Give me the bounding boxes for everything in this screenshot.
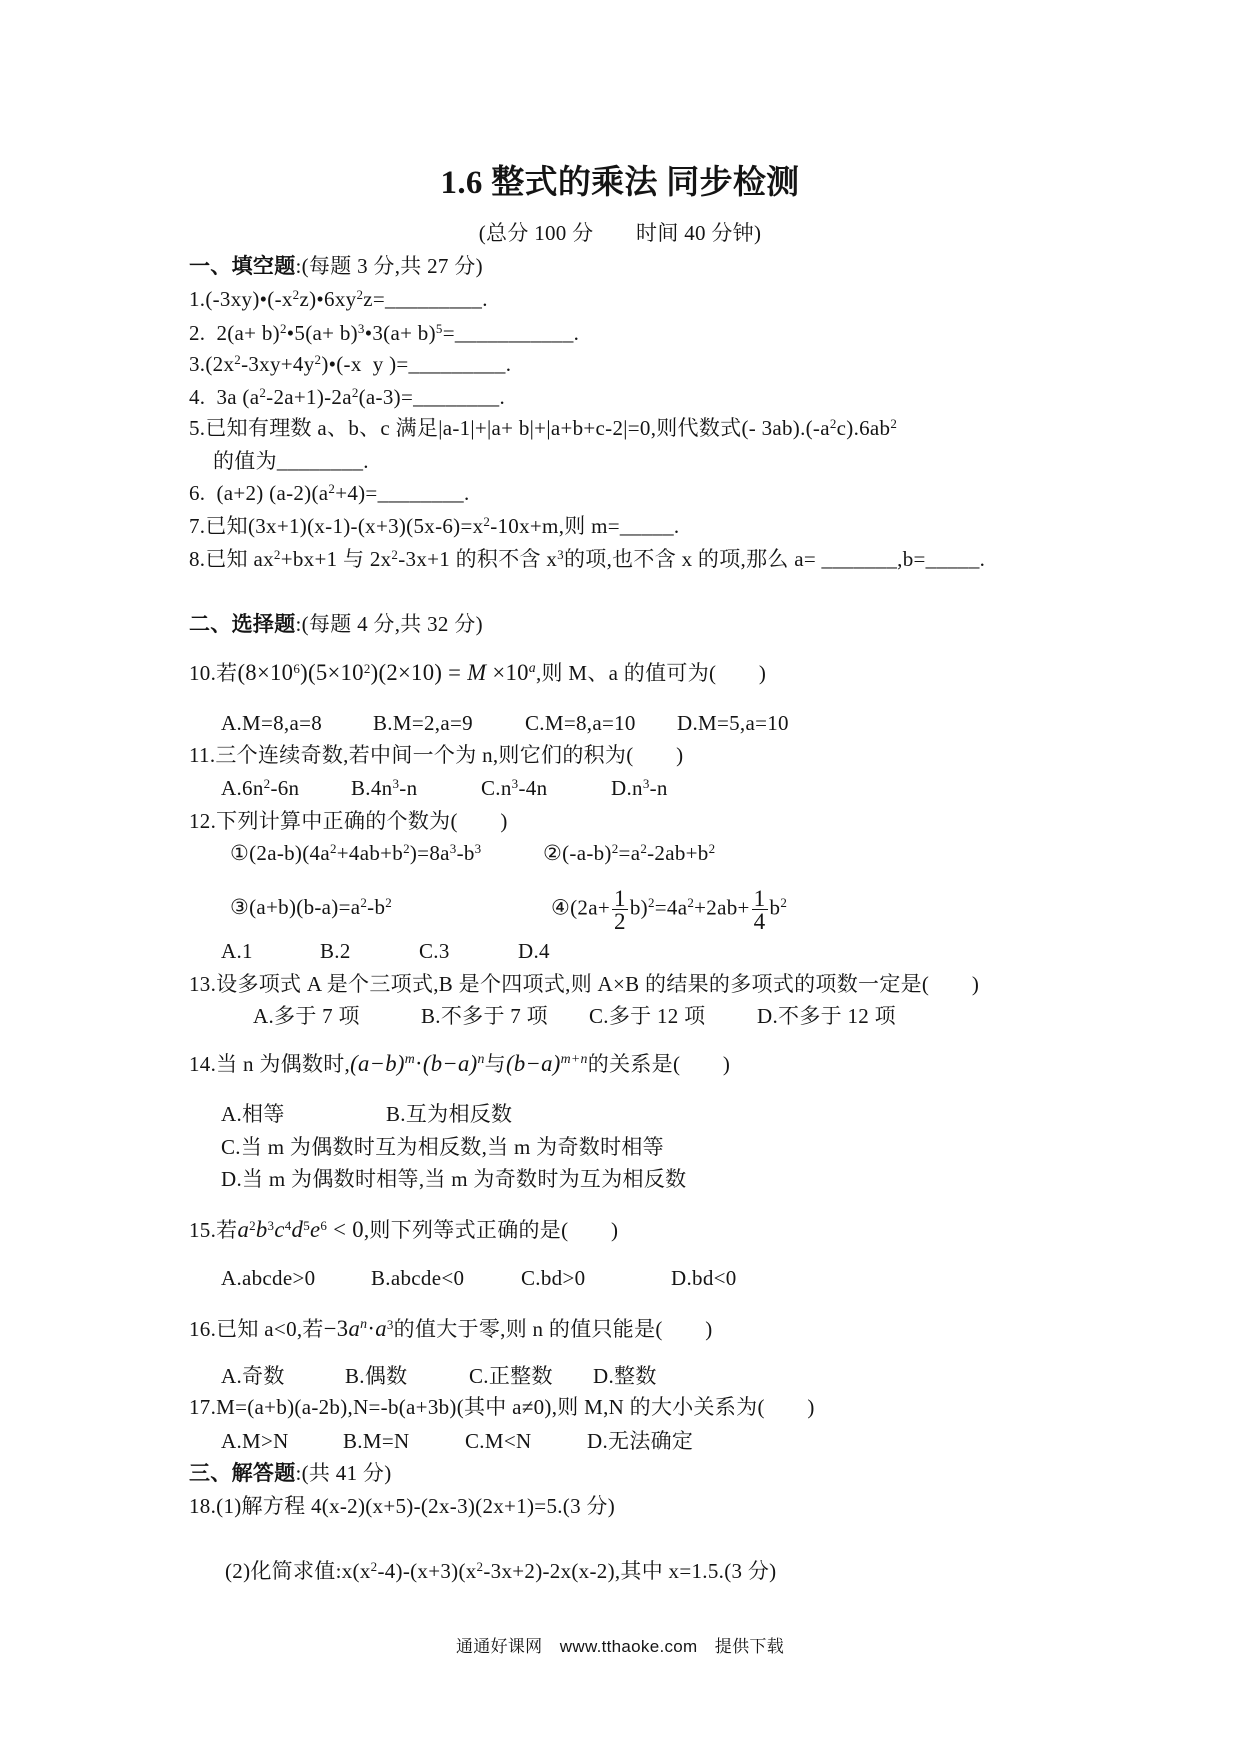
question-13-options <box>253 1003 925 1029</box>
text-run: -6n <box>270 776 300 800</box>
question-10-options <box>221 710 829 736</box>
text-run: ④(2a+ <box>551 895 610 920</box>
math-variable: a <box>237 1217 250 1242</box>
page-footer: 通通好课网 www.tthaoke.com 提供下载 <box>455 1637 785 1656</box>
question-1 <box>189 286 488 315</box>
option-3 <box>521 1265 671 1291</box>
text-run: B.2 <box>320 939 351 963</box>
text-run: 12.下列计算中正确的个数为( ) <box>189 809 508 833</box>
superscript: n <box>477 1051 485 1067</box>
superscript: 5 <box>435 320 443 336</box>
text-run: A.多于 7 项 <box>253 1004 360 1028</box>
math-variable: M <box>467 660 487 685</box>
superscript: 2 <box>328 480 336 496</box>
question-14-options-row-1 <box>221 1101 512 1127</box>
text-run: +4ab+b <box>336 841 404 865</box>
math-expression: ×10 <box>486 660 529 685</box>
question-18-part-1 <box>189 1493 615 1519</box>
math-variable: (a−b) <box>350 1051 405 1076</box>
option-4 <box>611 775 741 804</box>
option-2 <box>345 1363 469 1389</box>
option-1 <box>221 1265 371 1291</box>
superscript: 2 <box>249 1217 256 1233</box>
option-3 <box>469 1363 593 1389</box>
superscript: 4 <box>284 1217 292 1233</box>
text-run: B.abcde<0 <box>371 1266 465 1290</box>
option-1 <box>221 775 351 804</box>
question-11-options <box>221 775 741 804</box>
option-1 <box>253 1003 421 1029</box>
text-run: 4. 3a (a <box>189 385 260 409</box>
text-run: -2a+1)-2a <box>266 385 352 409</box>
option-2 <box>351 775 481 804</box>
math-variable: d <box>291 1217 304 1242</box>
option-3 <box>481 775 611 804</box>
text-run: -3x+1 的积不含 x <box>398 547 558 571</box>
option-3 <box>419 938 518 964</box>
text-run: (a-3)=________. <box>358 385 506 409</box>
option-2 <box>320 938 419 964</box>
text-run: 6. (a+2) (a-2)(a <box>189 481 329 505</box>
text-run: D.bd<0 <box>671 1266 737 1290</box>
superscript: 2 <box>483 513 491 529</box>
text-run: =4a <box>654 895 688 920</box>
text-run: -2ab+b <box>647 841 709 865</box>
question-6 <box>189 480 470 509</box>
superscript: 2 <box>611 840 619 856</box>
question-15 <box>189 1217 618 1246</box>
section-title: 一、填空题 <box>189 254 296 278</box>
text-run: A.abcde>0 <box>221 1266 316 1290</box>
superscript: 2 <box>640 840 648 856</box>
text-run: B.互为相反数 <box>386 1102 513 1126</box>
section-heading-fill-blank <box>189 253 483 279</box>
fraction-numerator: 1 <box>613 885 626 911</box>
text-run: c).6ab <box>836 416 891 440</box>
page-subtitle: (总分 100 分 时间 40 分钟) <box>478 221 762 245</box>
superscript: 2 <box>279 320 287 336</box>
text-run: -b <box>367 895 386 920</box>
option-4 <box>593 1363 717 1389</box>
text-run: 5.已知有理数 a、b、c 满足|a-1|+|a+ b|+|a+b+c-2|=0,则代数式(- 3ab).(-a <box>189 416 830 440</box>
text-run: B.偶数 <box>345 1364 408 1388</box>
option-4 <box>518 938 617 964</box>
option-2 <box>421 1003 589 1029</box>
superscript: 2 <box>708 840 716 856</box>
text-run: 的项,也不含 x 的项,那么 a= _______,b=_____. <box>563 547 986 571</box>
text-run: D.整数 <box>593 1364 657 1388</box>
math-expression: −3 <box>323 1316 349 1341</box>
superscript: 2 <box>363 660 371 676</box>
superscript: 2 <box>273 546 281 562</box>
math-expression: )(2×10) = <box>370 660 468 685</box>
superscript: 2 <box>476 1558 484 1574</box>
section-note: :(每题 3 分,共 27 分) <box>295 254 483 278</box>
section-title: 三、解答题 <box>189 1461 296 1485</box>
statement-2 <box>551 887 872 932</box>
text-run: -4)-(x+3)(x <box>377 1559 477 1583</box>
superscript: 3 <box>267 1217 275 1233</box>
text-run: 1.(-3xy)•(-x <box>189 287 293 311</box>
text-run: C.n <box>481 776 512 800</box>
math-expression: )(5×10 <box>300 660 364 685</box>
section-note: :(每题 4 分,共 32 分) <box>295 612 483 636</box>
question-14-option-4 <box>221 1166 686 1192</box>
section-note: :(共 41 分) <box>295 1461 392 1485</box>
superscript: 3 <box>511 775 519 791</box>
section-heading-multiple-choice <box>189 611 483 637</box>
superscript: 2 <box>890 415 898 431</box>
question-14 <box>189 1051 730 1080</box>
section-title: 二、选择题 <box>189 612 296 636</box>
text-run: 7.已知(3x+1)(x-1)-(x+3)(5x-6)=x <box>189 514 484 538</box>
math-variable: e <box>310 1217 321 1242</box>
text-run: -n <box>399 776 418 800</box>
text-run: +2ab+ <box>694 895 750 920</box>
text-run: D.无法确定 <box>587 1429 694 1453</box>
text-run: )=8a <box>409 841 450 865</box>
fraction-numerator: 1 <box>753 885 766 911</box>
superscript: 3 <box>642 775 650 791</box>
text-run: b <box>769 895 781 920</box>
superscript: 3 <box>557 546 564 562</box>
option-1 <box>221 710 373 736</box>
question-2 <box>189 320 579 349</box>
superscript: 3 <box>449 840 457 856</box>
question-8 <box>189 546 985 575</box>
question-4 <box>189 384 505 413</box>
math-variable: c <box>274 1217 285 1242</box>
superscript: 3 <box>392 775 400 791</box>
text-run: (2)化简求值:x(x <box>225 1559 371 1583</box>
superscript: 2 <box>391 546 399 562</box>
question-7 <box>189 513 679 542</box>
text-run: A.M>N <box>221 1429 289 1453</box>
text-run: B.4n <box>351 776 393 800</box>
text-run: 的值为________. <box>213 449 369 473</box>
text-run: B.M=2,a=9 <box>373 711 473 735</box>
text-run: -10x+m,则 m=_____. <box>490 514 680 538</box>
text-run: ①(2a-b)(4a <box>230 841 330 865</box>
superscript: 2 <box>780 895 788 911</box>
superscript: 3 <box>474 840 482 856</box>
option-1 <box>221 1363 345 1389</box>
question-12-statements-row-1 <box>230 840 856 869</box>
superscript: 2 <box>314 351 322 367</box>
text-run: +bx+1 与 2x <box>280 547 392 571</box>
text-run: b) <box>629 895 648 920</box>
page-title: 1.6 整式的乘法 同步检测 <box>440 165 800 201</box>
statement-1 <box>230 840 543 869</box>
math-expression: · <box>415 1051 423 1076</box>
text-run: z)•6xy <box>299 287 357 311</box>
question-3 <box>189 351 511 380</box>
option-4 <box>671 1265 821 1291</box>
text-run: •5(a+ b) <box>286 321 358 345</box>
superscript: 2 <box>647 895 655 911</box>
option-2 <box>371 1265 521 1291</box>
text-run: D.不多于 12 项 <box>757 1004 896 1028</box>
option-4 <box>587 1428 709 1454</box>
math-variable: b <box>255 1217 268 1242</box>
superscript: n <box>360 1316 368 1332</box>
superscript: 2 <box>687 895 695 911</box>
question-12-options <box>221 938 617 964</box>
text-run: A.M=8,a=8 <box>221 711 323 735</box>
text-run: 16.已知 a<0,若 <box>189 1317 324 1341</box>
text-run: A.奇数 <box>221 1364 285 1388</box>
text-run: 的值大于零,则 n 的值只能是( ) <box>393 1317 713 1341</box>
section-heading-free-response <box>189 1460 392 1486</box>
option-4 <box>757 1003 925 1029</box>
superscript: 2 <box>234 351 242 367</box>
text-run: C.多于 12 项 <box>589 1004 706 1028</box>
math-expression: < 0 <box>327 1217 364 1242</box>
superscript: 2 <box>370 1558 378 1574</box>
text-run: ,则 M、a 的值可为( ) <box>535 661 767 685</box>
question-12-statements-row-2 <box>230 887 872 932</box>
option-2 <box>386 1101 512 1127</box>
superscript: 2 <box>360 895 368 911</box>
text-run: C.M=8,a=10 <box>525 711 636 735</box>
text-run: B.不多于 7 项 <box>421 1004 548 1028</box>
question-15-options <box>221 1265 821 1291</box>
math-expression: (8×10 <box>237 660 294 685</box>
text-run: C.正整数 <box>469 1364 553 1388</box>
superscript: 2 <box>292 286 300 302</box>
text-run: =a <box>618 841 641 865</box>
math-variable: (b−a) <box>422 1051 478 1076</box>
statement-2 <box>543 840 856 869</box>
question-13 <box>189 971 979 997</box>
question-17 <box>189 1394 815 1420</box>
superscript: 3 <box>386 1316 394 1332</box>
text-run: A.1 <box>221 939 253 963</box>
text-run: -n <box>649 776 668 800</box>
superscript: a <box>528 660 536 676</box>
superscript: 6 <box>293 660 301 676</box>
text-run: -b <box>456 841 475 865</box>
fraction-denominator: 2 <box>613 908 626 934</box>
math-variable: (b−a) <box>505 1051 561 1076</box>
question-14-option-3 <box>221 1134 664 1160</box>
text-run: A.6n <box>221 776 264 800</box>
text-run: 15.若 <box>189 1218 238 1242</box>
text-run: ③(a+b)(b-a)=a <box>230 895 361 920</box>
text-run: 11.三个连续奇数,若中间一个为 n,则它们的积为( ) <box>189 743 684 767</box>
superscript: 2 <box>356 286 364 302</box>
question-10 <box>189 660 766 689</box>
question-11 <box>189 742 683 768</box>
superscript: 2 <box>263 775 271 791</box>
option-3 <box>465 1428 587 1454</box>
text-run: 8.已知 ax <box>189 547 274 571</box>
text-run: 的关系是( ) <box>587 1052 731 1076</box>
math-variable: a <box>348 1316 361 1341</box>
statement-1 <box>230 894 551 923</box>
text-run: 18.(1)解方程 4(x-2)(x+5)-(2x-3)(2x+1)=5.(3 分) <box>189 1494 616 1518</box>
superscript: 2 <box>403 840 410 856</box>
text-run: z=_________. <box>363 287 488 311</box>
fraction <box>612 887 628 932</box>
text-run: B.M=N <box>343 1429 410 1453</box>
superscript: 2 <box>351 384 359 400</box>
math-expression: · <box>367 1316 376 1341</box>
question-17-options <box>221 1428 709 1454</box>
text-run: C.3 <box>419 939 450 963</box>
math-variable: a <box>375 1316 387 1341</box>
option-4 <box>677 710 829 736</box>
question-16-options <box>221 1363 717 1389</box>
fraction <box>752 887 768 932</box>
option-2 <box>373 710 525 736</box>
option-1 <box>221 1101 386 1127</box>
superscript: 3 <box>357 320 365 336</box>
superscript: 2 <box>259 384 267 400</box>
question-5-continuation <box>213 448 369 474</box>
superscript: m <box>404 1051 415 1067</box>
text-run: 14.当 n 为偶数时, <box>189 1052 351 1076</box>
option-3 <box>525 710 677 736</box>
option-1 <box>221 938 320 964</box>
superscript: 2 <box>829 415 837 431</box>
question-12 <box>189 808 508 834</box>
text-run: C.bd>0 <box>521 1266 586 1290</box>
option-2 <box>343 1428 465 1454</box>
text-run: 17.M=(a+b)(a-2b),N=-b(a+3b)(其中 a≠0),则 M,N 的大小关系为( ) <box>189 1395 815 1419</box>
text-run: D.n <box>611 776 643 800</box>
option-1 <box>221 1428 343 1454</box>
text-run: 与 <box>484 1052 506 1076</box>
superscript: m+n <box>560 1051 588 1067</box>
superscript: 2 <box>329 840 337 856</box>
text-run: •3(a+ b) <box>364 321 436 345</box>
superscript: 5 <box>303 1217 310 1233</box>
text-run: 3.(2x <box>189 352 235 376</box>
text-run: =___________. <box>442 321 580 345</box>
text-run: )•(-x y )=_________. <box>321 352 512 376</box>
text-run: ,则下列等式正确的是( ) <box>363 1218 619 1242</box>
text-run: -3xy+4y <box>241 352 315 376</box>
text-run: C.当 m 为偶数时互为相反数,当 m 为奇数时相等 <box>221 1135 664 1159</box>
text-run: D.4 <box>518 939 550 963</box>
text-run: A.相等 <box>221 1102 285 1126</box>
superscript: 2 <box>385 895 393 911</box>
fraction-denominator: 4 <box>753 908 766 934</box>
text-run: 10.若 <box>189 661 238 685</box>
text-run: D.M=5,a=10 <box>677 711 789 735</box>
text-run: C.M<N <box>465 1429 532 1453</box>
text-run: 2. 2(a+ b) <box>189 321 280 345</box>
text-run: -4n <box>518 776 548 800</box>
superscript: 6 <box>320 1217 328 1233</box>
text-run: +4)=________. <box>335 481 470 505</box>
question-5 <box>189 415 897 444</box>
question-18-part-2 <box>225 1558 776 1587</box>
text-run: ②(-a-b) <box>543 841 612 865</box>
text-run: -3x+2)-2x(x-2),其中 x=1.5.(3 分) <box>483 1559 777 1583</box>
text-run: D.当 m 为偶数时相等,当 m 为奇数时为互为相反数 <box>221 1167 687 1191</box>
question-16 <box>189 1316 713 1345</box>
option-3 <box>589 1003 757 1029</box>
text-run: 13.设多项式 A 是个三项式,B 是个四项式,则 A×B 的结果的多项式的项数一定是( ) <box>189 972 980 996</box>
